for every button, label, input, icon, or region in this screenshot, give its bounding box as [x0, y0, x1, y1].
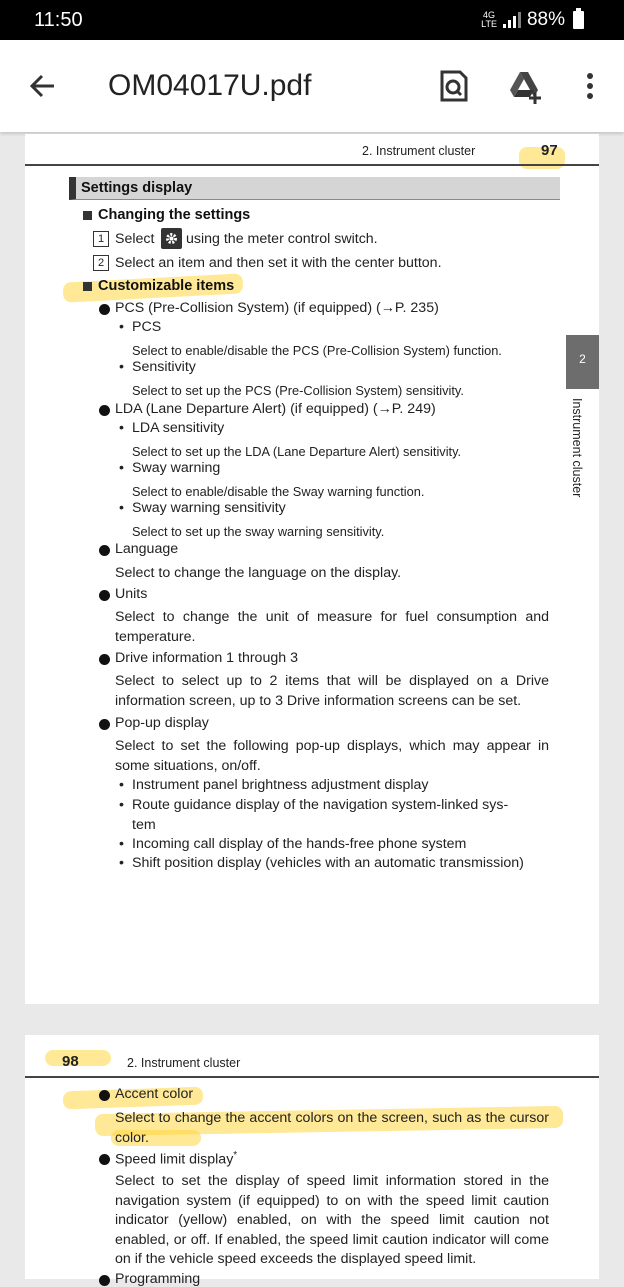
- bullet-dot-icon: [99, 1154, 110, 1165]
- chapter-side-label: Instrument cluster: [570, 398, 584, 498]
- battery-percent: 88%: [526, 9, 565, 30]
- status-bar: [0, 0, 624, 40]
- footnote-mark: *: [233, 1150, 238, 1161]
- battery-icon: [573, 11, 584, 29]
- bullet-dot-icon: [99, 545, 110, 556]
- popup-item: Incoming call display of the hands-free phone system: [132, 836, 467, 852]
- language-desc: Select to change the language on the display.: [115, 565, 402, 581]
- status-time: 11:50: [34, 9, 83, 31]
- chapter-tab: 2: [566, 335, 599, 389]
- page-number: 98: [62, 1053, 79, 1070]
- sub-bullet: •: [119, 777, 124, 793]
- speed-limit-title-text: Speed limit display: [115, 1151, 234, 1168]
- bullet-dot-icon: [99, 304, 110, 315]
- more-vert-icon[interactable]: [575, 66, 605, 106]
- step-number-box: 1: [93, 231, 109, 247]
- bullet-dot-icon: [99, 1090, 110, 1101]
- header-rule: [25, 164, 599, 166]
- lda-title: LDA (Lane Departure Alert) (if equipped) (→P. 249): [115, 401, 436, 417]
- units-desc: Select to change the unit of measure for fuel consumption and temperature.: [115, 609, 549, 645]
- network-type-icon: 4G LTE: [481, 10, 497, 29]
- speed-limit-title: [115, 1150, 237, 1168]
- programming-title: Programming: [115, 1271, 201, 1287]
- step-number-box: 2: [93, 255, 109, 271]
- accent-desc: Select to change the accent colors on the screen, such as the cursor color.: [115, 1110, 549, 1146]
- square-bullet-icon: [83, 282, 92, 291]
- pdf-page-97: [25, 134, 599, 1004]
- popup-item: Route guidance display of the navigation system-linked sys-: [132, 797, 509, 813]
- sub-bullet: •: [119, 420, 124, 436]
- sub-bullet: •: [119, 319, 124, 335]
- bullet-dot-icon: [99, 654, 110, 665]
- running-header: 2. Instrument cluster: [362, 144, 476, 158]
- sway-warning-desc: Select to enable/disable the Sway warning function.: [132, 484, 425, 499]
- popup-item-continued: tem: [132, 817, 156, 833]
- sway-sensitivity-label: Sway warning sensitivity: [132, 500, 286, 516]
- bullet-dot-icon: [99, 719, 110, 730]
- sub-bullet: •: [119, 500, 124, 516]
- language-title: Language: [115, 541, 179, 557]
- sensitivity-desc: Select to set up the PCS (Pre-Collision System) sensitivity.: [132, 383, 464, 398]
- running-header: 2. Instrument cluster: [127, 1056, 241, 1070]
- lda-sensitivity-label: LDA sensitivity: [132, 420, 225, 436]
- search-doc-icon[interactable]: [434, 66, 474, 106]
- pdf-page-98: [25, 1035, 599, 1287]
- header-rule: [25, 1076, 599, 1078]
- square-bullet-icon: [83, 211, 92, 220]
- units-title: Units: [115, 586, 148, 602]
- accent-title: Accent color: [115, 1086, 194, 1102]
- step-1-text-before: Select: [115, 231, 155, 247]
- popup-desc: Select to set the following pop-up displays, which may appear in some situations, on/off.: [115, 738, 549, 774]
- changing-heading: Changing the settings: [98, 207, 251, 223]
- drive-info-desc: Select to select up to 2 items that will be displayed on a Drive information screen, up to 3 Drive information screens can be set.: [115, 673, 549, 709]
- bullet-dot-icon: [99, 590, 110, 601]
- popup-item: Instrument panel brightness adjustment display: [132, 777, 429, 793]
- sub-bullet: •: [119, 855, 124, 871]
- sway-warning-label: Sway warning: [132, 460, 221, 476]
- drive-add-icon[interactable]: [506, 66, 546, 106]
- pcs-sub-desc: Select to enable/disable the PCS (Pre-Collision System) function.: [132, 343, 502, 358]
- sub-bullet: •: [119, 460, 124, 476]
- signal-icon: [503, 12, 521, 28]
- pcs-sub-label: PCS: [132, 319, 162, 335]
- back-arrow-icon[interactable]: [24, 66, 64, 106]
- bullet-dot-icon: [99, 405, 110, 416]
- pcs-title: PCS (Pre-Collision System) (if equipped) (→P. 235): [115, 300, 439, 316]
- step-1-text-after: using the meter control switch.: [186, 231, 378, 247]
- sway-sensitivity-desc: Select to set up the sway warning sensitivity.: [132, 524, 385, 539]
- page-number: 97: [541, 142, 558, 159]
- section-title: [69, 177, 560, 200]
- customizable-heading: Customizable items: [98, 278, 235, 294]
- popup-item: Shift position display (vehicles with an automatic transmission): [132, 855, 524, 871]
- sub-bullet: •: [119, 359, 124, 375]
- document-title: OM04017U.pdf: [108, 69, 312, 102]
- bullet-dot-icon: [99, 1275, 110, 1286]
- popup-title: Pop-up display: [115, 715, 209, 731]
- sub-bullet: •: [119, 836, 124, 852]
- sensitivity-label: Sensitivity: [132, 359, 196, 375]
- drive-info-title: Drive information 1 through 3: [115, 650, 298, 666]
- section-title-text: Settings display: [81, 180, 193, 196]
- speed-limit-desc: Select to set the display of speed limit information stored in the navigation system (if equipped) to on with the speed limit caution indicator (yellow) enabled, on with the speed limit caution not enabled, or off. If enabled, the speed limit caution indicator will come on if the vehicle speed exceeds the displayed speed limit.: [115, 1173, 549, 1267]
- app-bar: [0, 40, 624, 132]
- lda-sensitivity-desc: Select to set up the LDA (Lane Departure Alert) sensitivity.: [132, 444, 462, 459]
- sub-bullet: •: [119, 797, 124, 813]
- step-2-text: Select an item and then set it with the center button.: [115, 255, 442, 271]
- settings-gear-icon: [161, 228, 182, 249]
